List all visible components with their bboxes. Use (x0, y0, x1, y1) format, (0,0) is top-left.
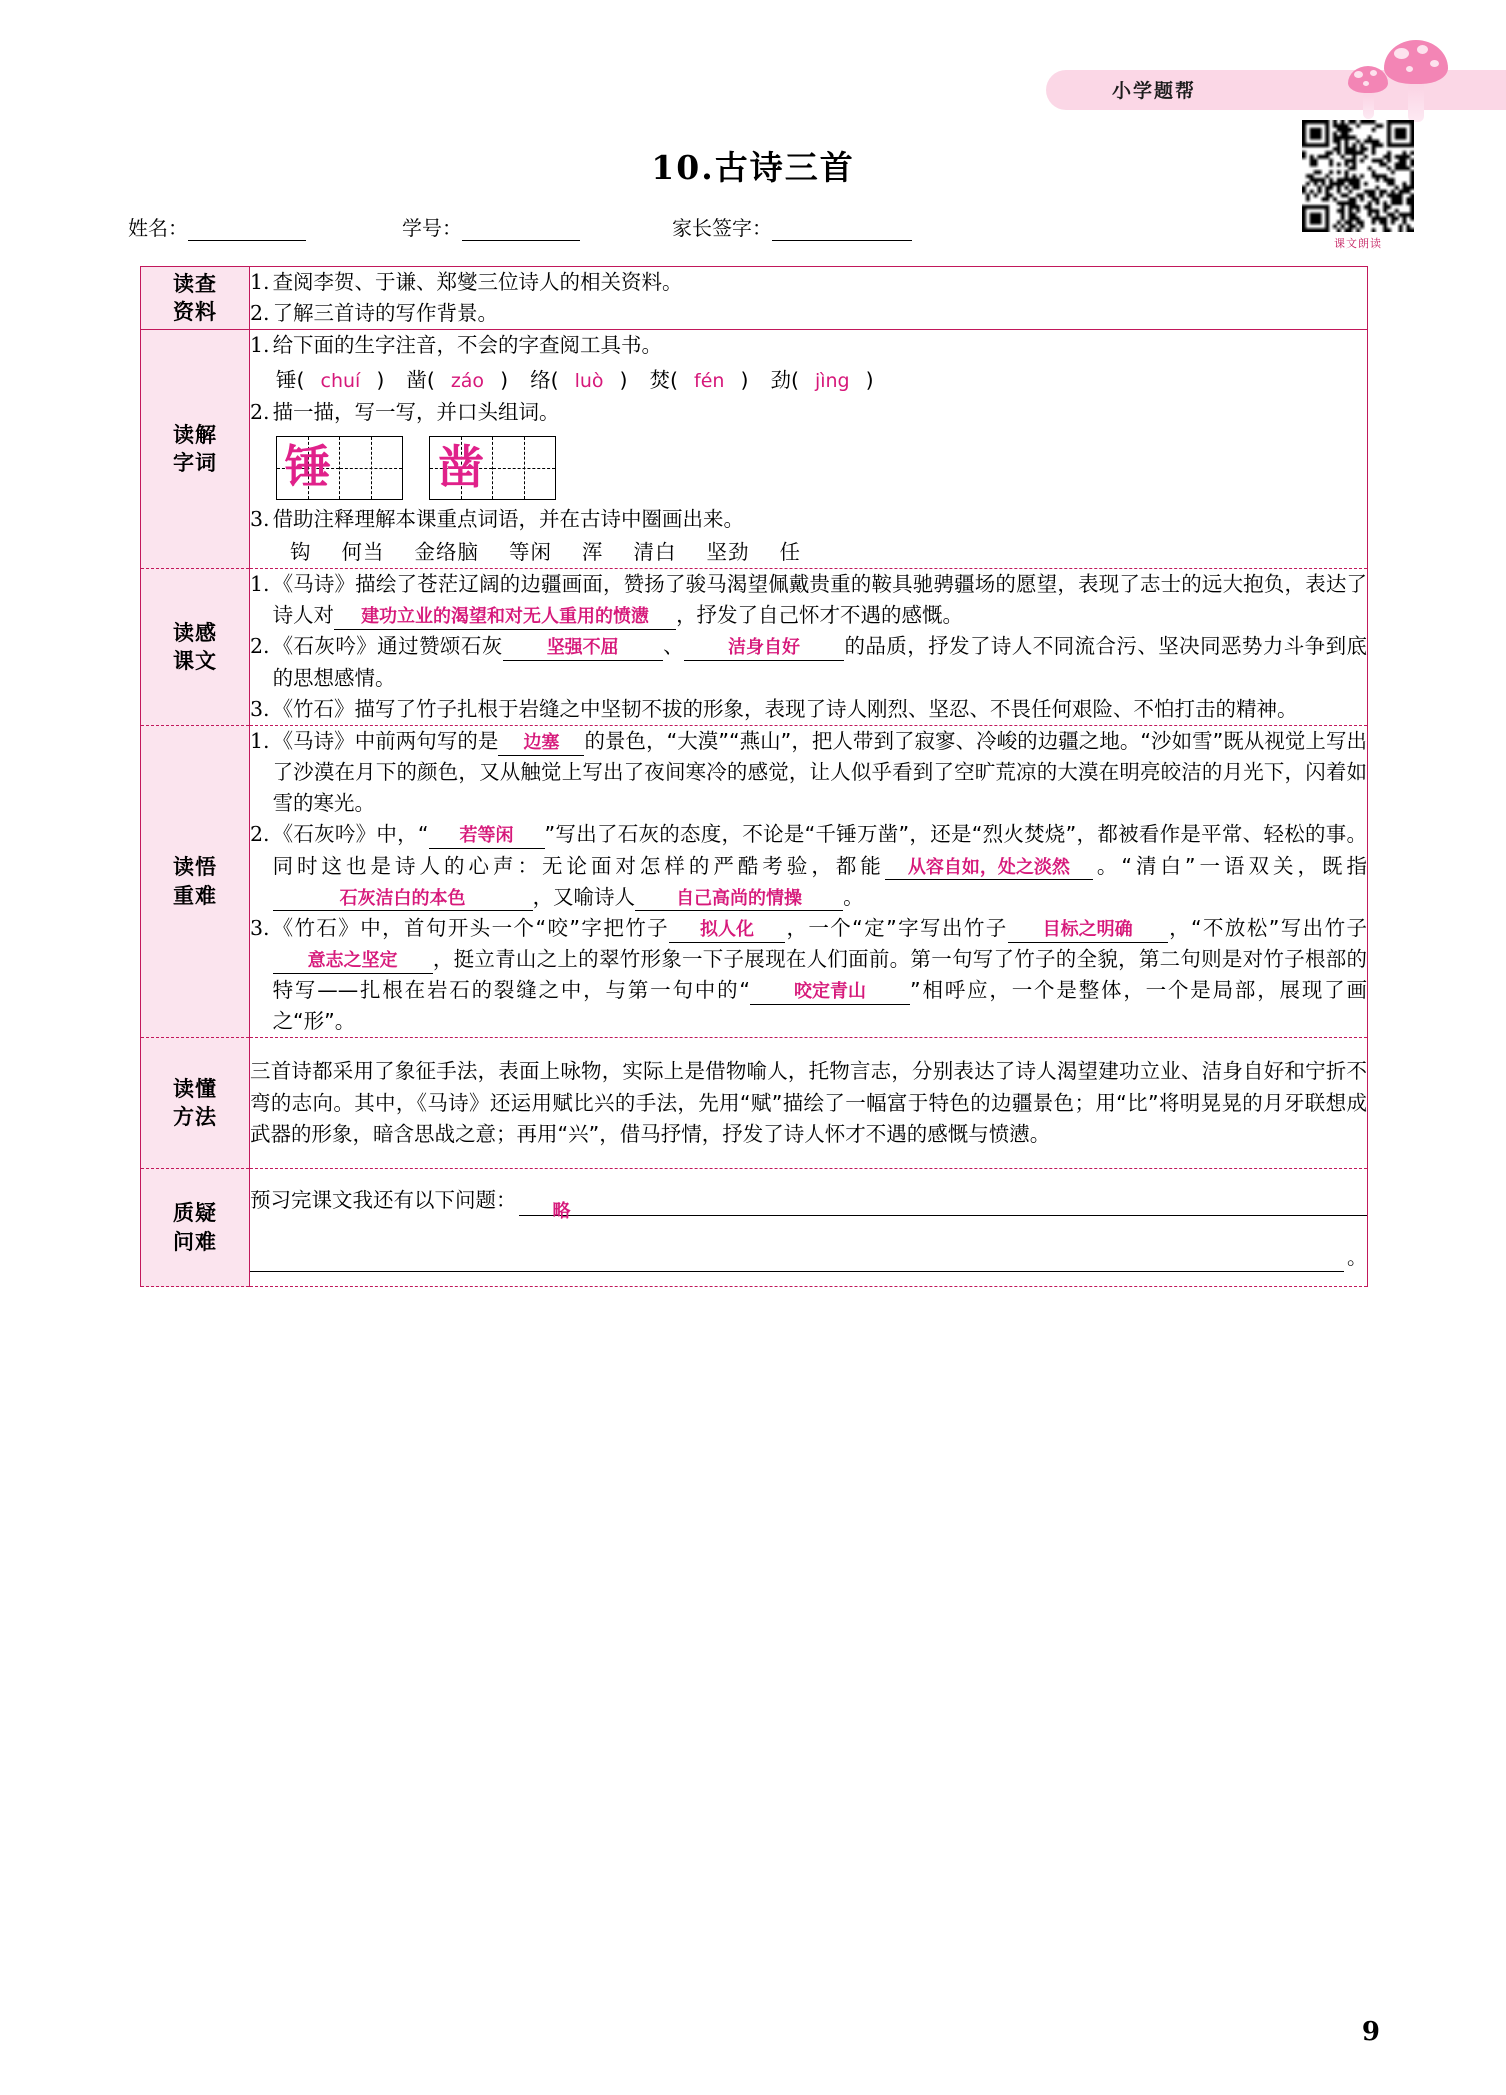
item-text (273, 913, 1367, 1038)
name-input-line[interactable] (188, 223, 306, 241)
item-marker: 2. (250, 822, 270, 847)
top-banner (0, 62, 1506, 114)
grid-cell[interactable] (430, 437, 493, 499)
key-word: 金络脑 (414, 539, 479, 564)
key-word: 坚劲 (706, 539, 750, 564)
item-marker: 1. (250, 333, 270, 358)
pinyin-item[interactable]: 焚( fén ) (649, 368, 749, 393)
text-part: 《马诗》描绘了苍茫辽阔的边疆画面，赞扬了骏马渴望佩戴贵重的鞍具驰骋疆场的愿望，表现了志士的远大抱负，表达了诗人对 (272, 572, 1367, 628)
text-part: 的景色，“大漠”“燕山”，把人带到了寂寥、冷峻的边疆之地。“沙如雪”既从视觉上写出了沙漠在月下的颜色，又从触觉上写出了夜间寒冷的感觉，让人似乎看到了空旷荒凉的大漠在明亮皎洁的月光下，闪着如雪的寒光。 (272, 728, 1367, 816)
pinyin-answer: fén (694, 370, 725, 393)
banner-label: 小学题帮 (1111, 80, 1196, 102)
pinyin-answer: záo (450, 370, 485, 393)
category-vocab (141, 330, 250, 569)
table-row-question (141, 1168, 1368, 1287)
pinyin-item[interactable]: 劲( jìng ) (770, 368, 874, 393)
content-research (250, 267, 1368, 330)
answer-blank[interactable]: 从容自如，处之淡然 (885, 858, 1093, 881)
text-part: ”相呼应，一个是整体，一个是局部，展现了画之“形”。 (272, 978, 1367, 1034)
parent-signature-field[interactable] (672, 212, 912, 241)
key-word: 清白 (633, 539, 677, 564)
text-part: ，抒发了自己怀才不遇的感慨。 (676, 603, 964, 628)
text-part: ”写出了石灰的态度，不论是“千锤万凿”，还是“烈火焚烧”，都被看作是平常、轻松的事。同时这也是诗人的心声：无论面对怎样的严酷考验，都能 (272, 822, 1367, 878)
pinyin-char: 焚 (649, 368, 671, 393)
content-difficult (250, 725, 1368, 1038)
text-part: 。 (843, 884, 864, 909)
key-word: 任 (779, 539, 801, 564)
category-difficult-line2: 重难 (173, 883, 217, 908)
category-feeling (141, 569, 250, 726)
item-text (273, 726, 1367, 819)
text-part: ，“不放松”写出竹子 (1167, 915, 1367, 940)
student-id-input-line[interactable] (462, 223, 580, 241)
text-part: ，一个“定”字写出竹子 (785, 915, 1008, 940)
list-item (250, 694, 1367, 725)
table-row-research (141, 267, 1368, 330)
list-item (250, 819, 1367, 912)
answer-blank[interactable]: 自己高尚的情操 (635, 889, 843, 912)
category-difficult-line1: 读悟 (173, 855, 217, 880)
text-part: 。“清白”一语双关，既指 (1092, 853, 1367, 878)
category-feeling-line2: 课文 (173, 648, 217, 673)
title-number: 10. (651, 148, 715, 187)
pinyin-item[interactable]: 锤( chuí ) (276, 368, 385, 393)
item-text: 给下面的生字注音，不会的字查阅工具书。 (272, 333, 663, 358)
pinyin-char: 凿 (406, 368, 427, 393)
grid-cell[interactable] (493, 437, 555, 499)
key-word: 何当 (341, 539, 385, 564)
list-item (250, 631, 1367, 693)
list-item (250, 726, 1367, 819)
student-info-row (128, 212, 1378, 241)
answer-blank[interactable]: 洁身自好 (684, 638, 844, 661)
table-row-difficult (141, 725, 1368, 1038)
text-part: 《石灰吟》通过赞颂石灰 (272, 634, 503, 659)
qr-caption: 课文朗读 (1334, 237, 1382, 250)
pinyin-item[interactable]: 络( luò ) (530, 368, 628, 393)
text-part: 的品质，抒发了诗人不同流合污、坚决同恶势力斗争到底的思想感情。 (272, 634, 1368, 690)
category-method-line2: 方法 (173, 1105, 217, 1130)
practice-grid[interactable] (276, 436, 403, 500)
text-part: ，挺立青山之上的翠竹形象一下子展现在人们面前。第一句写了竹子的全貌，第二句则是对竹子根部的特写——扎根在岩石的裂缝之中，与第一句中的“ (272, 946, 1367, 1003)
mushroom-small-icon (1348, 66, 1388, 119)
item-marker: 3. (250, 506, 270, 531)
practice-character: 锤 (285, 439, 331, 494)
table-row-feeling (141, 569, 1368, 726)
answer-blank[interactable]: 坚强不屈 (503, 638, 663, 661)
grid-cell[interactable] (340, 437, 402, 499)
name-label: 姓名： (128, 216, 188, 240)
mushroom-large-icon (1384, 40, 1448, 122)
item-text: 描一描，写一写，并口头组词。 (272, 399, 560, 424)
practice-character: 凿 (438, 439, 484, 494)
content-feeling (250, 569, 1368, 726)
category-method-line1: 读懂 (173, 1076, 217, 1101)
pinyin-answer: jìng (814, 370, 850, 393)
list-item (250, 913, 1367, 1038)
question-answer: 略 (552, 1201, 571, 1223)
question-answer-line[interactable] (250, 1251, 1344, 1272)
item-text (273, 569, 1367, 631)
content-method (250, 1038, 1368, 1168)
table-row-vocab (141, 330, 1368, 569)
text-part: 《竹石》中，首句开头一个“咬”字把竹子 (272, 915, 670, 940)
question-answer-line[interactable] (519, 1195, 1368, 1223)
parent-signature-label: 家长签字： (672, 216, 772, 240)
category-feeling-line1: 读感 (173, 620, 217, 645)
item-marker: 1. (250, 728, 270, 753)
list-item (250, 569, 1367, 631)
table-row-method (141, 1038, 1368, 1168)
item-text (273, 819, 1367, 912)
answer-blank[interactable]: 若等闲 (429, 826, 545, 849)
answer-blank[interactable]: 建功立业的渴望和对无人重用的愤懑 (334, 607, 676, 630)
item-text: 借助注释理解本课重点词语，并在古诗中圈画出来。 (272, 506, 745, 531)
item-marker: 3. (250, 696, 270, 721)
item-marker: 2. (250, 399, 270, 424)
item-marker: 1. (250, 572, 270, 597)
student-id-label: 学号： (402, 216, 462, 240)
category-question-line1: 质疑 (173, 1201, 217, 1226)
answer-blank[interactable]: 目标之明确 (1008, 920, 1168, 943)
answer-blank[interactable]: 咬定青山 (750, 982, 910, 1005)
key-words-list (250, 537, 1367, 568)
pinyin-row (250, 365, 1367, 396)
category-question-line2: 问难 (173, 1229, 217, 1254)
list-item (250, 397, 1367, 428)
list-item (250, 330, 1367, 361)
answer-blank[interactable]: 石灰洁白的本色 (273, 889, 533, 912)
pinyin-char: 锤 (276, 368, 297, 393)
grid-cell[interactable] (277, 437, 340, 499)
list-item (250, 267, 1367, 298)
student-id-field[interactable] (402, 212, 580, 241)
page-title (0, 142, 1506, 189)
item-marker: 2. (250, 634, 270, 659)
category-research-line1: 读查 (173, 271, 217, 296)
list-item (250, 504, 1367, 535)
item-text: 《竹石》描写了竹子扎根于岩缝之中坚韧不拔的形象，表现了诗人刚烈、坚忍、不畏任何艰险、不怕打击的精神。 (272, 696, 1298, 721)
category-vocab-line1: 读解 (173, 422, 217, 447)
method-text: 三首诗都采用了象征手法，表面上咏物，实际上是借物喻人，托物言志，分别表达了诗人渴望建功立业、洁身自好和宁折不弯的志向。其中，《马诗》还运用赋比兴的手法，先用“赋”描绘了一幅富于特色的边疆景色；用“比”将明晃晃的月牙联想成武器的形象，暗含思战之意；再用“兴”，借马抒情，抒发了诗人怀才不遇的感慨与愤懑。 (250, 1059, 1367, 1146)
text-part: 、 (662, 634, 685, 659)
category-question (141, 1168, 250, 1287)
category-research-line2: 资料 (173, 300, 217, 325)
text-part: 《石灰吟》中，“ (272, 822, 429, 847)
title-text: 古诗三首 (714, 148, 855, 187)
item-text (273, 631, 1367, 693)
question-line-2 (250, 1242, 1367, 1272)
item-marker: 3. (250, 915, 270, 940)
pinyin-item[interactable]: 凿( záo ) (406, 368, 509, 393)
pinyin-answer: chuí (320, 370, 361, 393)
question-line-1 (250, 1185, 1367, 1223)
content-vocab (250, 330, 1368, 569)
page-number: 9 (1361, 2017, 1380, 2047)
worksheet-table (140, 266, 1368, 1287)
character-practice-grids (250, 428, 1367, 504)
category-research (141, 267, 250, 330)
category-vocab-line2: 字词 (173, 451, 217, 476)
item-marker: 2. (250, 301, 270, 326)
key-word: 等闲 (509, 539, 552, 564)
list-item (250, 298, 1367, 329)
item-marker: 1. (250, 270, 270, 294)
key-word: 钩 (290, 539, 312, 564)
practice-grid[interactable] (429, 436, 556, 500)
item-text: 了解三首诗的写作背景。 (272, 301, 499, 326)
answer-blank[interactable]: 意志之坚定 (273, 951, 433, 974)
content-question (250, 1168, 1368, 1287)
pinyin-answer: luò (574, 370, 604, 393)
item-text: 查阅李贺、于谦、郑燮三位诗人的相关资料。 (272, 270, 683, 294)
parent-signature-input-line[interactable] (772, 223, 912, 241)
question-prompt: 预习完课文我还有以下问题： (250, 1187, 517, 1212)
category-method (141, 1038, 250, 1168)
key-word: 浑 (582, 539, 604, 564)
category-difficult (141, 725, 250, 1038)
text-part: 《马诗》中前两句写的是 (272, 728, 499, 753)
pinyin-char: 络 (530, 368, 551, 393)
text-part: ，又喻诗人 (532, 884, 636, 909)
answer-blank[interactable]: 拟人化 (669, 920, 785, 943)
period-mark: 。 (1347, 1245, 1367, 1270)
answer-blank[interactable]: 边塞 (498, 733, 584, 756)
pinyin-char: 劲 (770, 368, 791, 393)
name-field[interactable] (128, 212, 306, 241)
